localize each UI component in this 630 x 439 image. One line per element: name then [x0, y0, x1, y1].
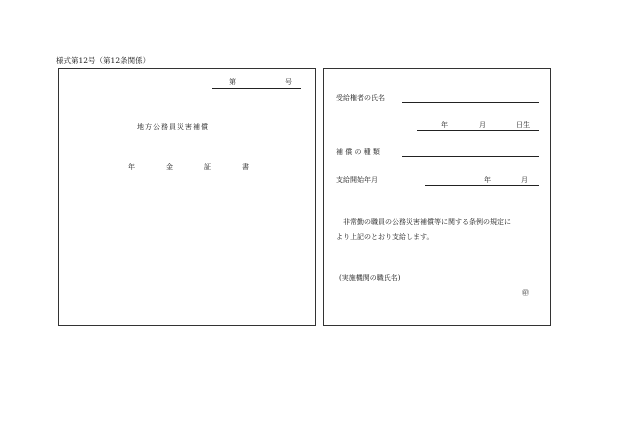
- form-number-label: 様式第12号（第12条関係）: [56, 56, 151, 65]
- payment-start-month: 月: [521, 176, 528, 184]
- agency-name-label: (実施機関の職氏名): [339, 274, 401, 282]
- number-suffix: 号: [285, 78, 292, 86]
- certificate-title-2: [128, 163, 261, 172]
- certificate-title-1: 地方公務員災害補償: [137, 123, 209, 131]
- payment-start-year: 年: [484, 176, 491, 184]
- compensation-type-label: 補 償 の 種 類: [336, 148, 380, 156]
- certificate-left-panel: [58, 68, 316, 326]
- compensation-type-line: [402, 156, 539, 157]
- certificate-right-panel: [323, 68, 551, 326]
- recipient-name-label: 受給権者の氏名: [336, 94, 385, 102]
- seal-mark: ㊞: [522, 289, 529, 297]
- title2-text: 年 金 証 書: [128, 163, 261, 171]
- payment-statement-line-2: より上記のとおり支給します。: [336, 233, 434, 241]
- recipient-name-line: [402, 102, 539, 103]
- birth-date-line: [417, 130, 539, 131]
- birth-month: 月: [479, 121, 486, 129]
- number-underline: [212, 88, 301, 89]
- payment-statement-line-1: 非常勤の職員の公務災害補償等に関する条例の規定に: [343, 218, 511, 226]
- payment-start-label: 支給開始年月: [336, 176, 378, 184]
- birth-year: 年: [441, 121, 448, 129]
- number-prefix: 第: [229, 78, 236, 86]
- payment-start-line: [425, 185, 539, 186]
- birth-day: 日生: [516, 121, 530, 129]
